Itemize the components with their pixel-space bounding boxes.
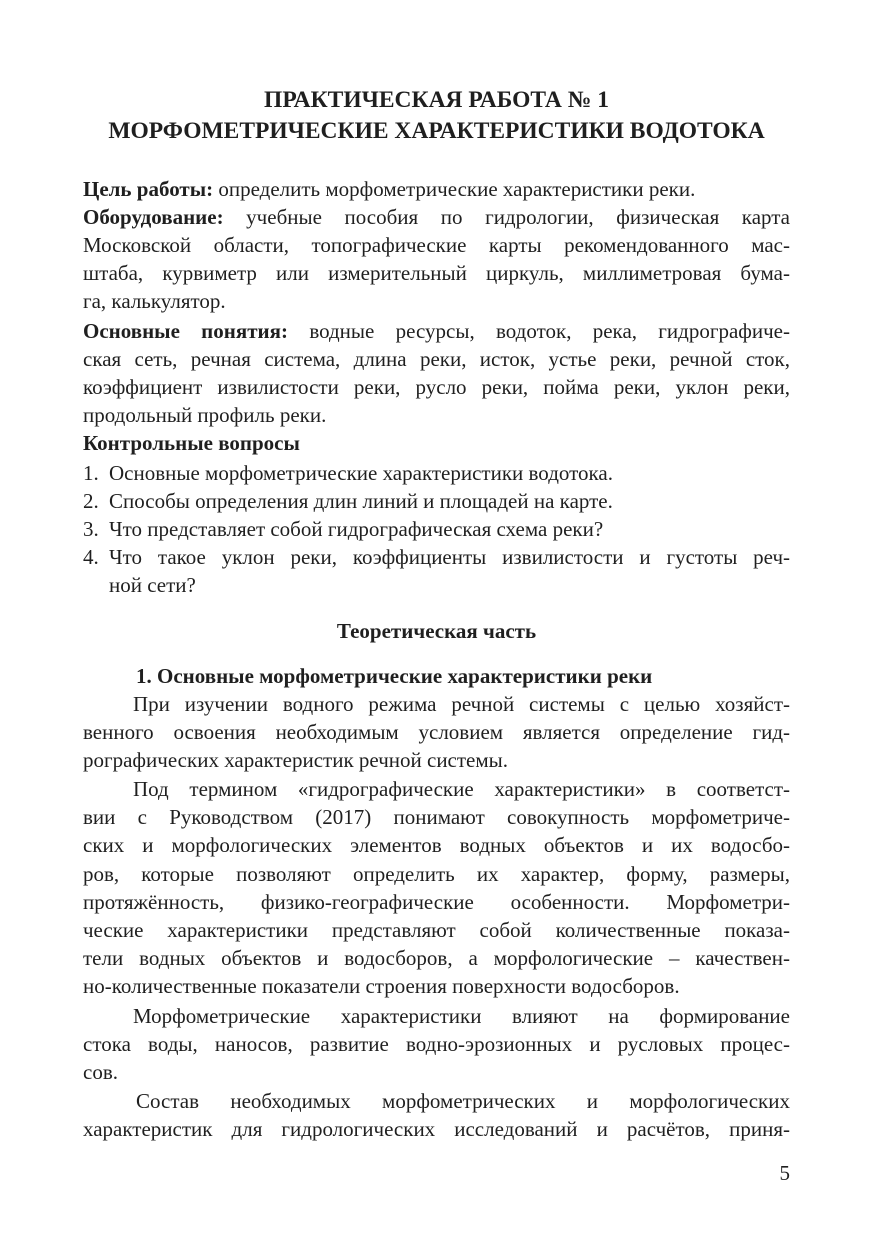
paragraph-2-line: Под термином «гидрографические характеристики» в соответст- [133, 777, 790, 801]
paragraph-2-line: но-количественные показатели строения поверхности водосборов. [83, 974, 680, 998]
questions-heading: Контрольные вопросы [83, 431, 300, 455]
equipment-line-4: га, калькулятор. [83, 289, 226, 313]
paragraph-3-line: Морфометрические характеристики влияют на формирование [133, 1004, 790, 1028]
question-text: Что представляет собой гидрографическая схема реки? [109, 517, 604, 541]
paragraph-2-line: вии с Руководством (2017) понимают совокупность морфометриче- [83, 805, 790, 829]
equipment-label: Оборудование: [83, 205, 224, 229]
equipment-line-2: Московской области, топографические карты рекомендованного мас- [83, 233, 790, 257]
goal-label: Цель работы: [83, 177, 214, 201]
page-title-line-1: ПРАКТИЧЕСКАЯ РАБОТА № 1 [264, 87, 609, 113]
paragraph-3-line: стока воды, наносов, развитие водно-эрозионных и русловых процес- [83, 1032, 790, 1056]
paragraph-1-line: При изучении водного режима речной системы с целью хозяйст- [133, 692, 790, 716]
paragraph-2-line: ров, которые позволяют определить их характер, форму, размеры, [83, 862, 790, 886]
paragraph-2-line: протяжённость, физико-географические особенности. Морфометри- [83, 890, 790, 914]
paragraph-4-line: Состав необходимых морфометрических и морфологических [136, 1089, 790, 1113]
equipment-line-3: штаба, курвиметр или измерительный циркуль, миллиметровая бума- [83, 261, 790, 285]
question-text: Способы определения длин линий и площадей на карте. [109, 489, 613, 513]
goal-line [83, 176, 790, 203]
question-number: 1. [83, 461, 99, 485]
goal-text: определить морфометрические характеристики реки. [213, 177, 696, 201]
question-text: Что такое уклон реки, коэффициенты извилистости и густоты реч- [109, 545, 790, 569]
concepts-text: водные ресурсы, водоток, река, гидрографиче- [288, 319, 790, 343]
paragraph-2-line: ческие характеристики представляют собой количественные показа- [83, 918, 790, 942]
question-number: 3. [83, 517, 99, 541]
concepts-line-3: коэффициент извилистости реки, русло реки, пойма реки, уклон реки, [83, 375, 790, 399]
paragraph-1-line: венного освоения необходимым условием является определение гид- [83, 720, 790, 744]
paragraph-3-line: сов. [83, 1060, 118, 1084]
page-title-line-2: МОРФОМЕТРИЧЕСКИЕ ХАРАКТЕРИСТИКИ ВОДОТОКА [108, 118, 765, 144]
theory-heading: Теоретическая часть [336, 619, 537, 643]
question-text: ной сети? [109, 573, 196, 597]
concepts-label: Основные понятия: [83, 319, 289, 343]
equipment-text: учебные пособия по гидрологии, физическая карта [223, 205, 790, 229]
section-heading: 1. Основные морфометрические характеристики реки [136, 664, 653, 688]
concepts-line-1 [83, 318, 790, 345]
paragraph-4-line: характеристик для гидрологических исследований и расчётов, приня- [83, 1117, 790, 1141]
paragraph-2-line: тели водных объектов и водосборов, а морфологические – качествен- [83, 946, 790, 970]
question-number: 4. [83, 545, 99, 569]
question-text: Основные морфометрические характеристики водотока. [109, 461, 613, 485]
equipment-line-1 [83, 204, 790, 231]
concepts-line-4: продольный профиль реки. [83, 403, 327, 427]
concepts-line-2: ская сеть, речная система, длина реки, исток, устье реки, речной сток, [83, 347, 790, 371]
question-number: 2. [83, 489, 99, 513]
paragraph-1-line: рографических характеристик речной системы. [83, 748, 509, 772]
page-number: 5 [779, 1161, 790, 1185]
paragraph-2-line: ских и морфологических элементов водных объектов и их водосбо- [83, 833, 790, 857]
